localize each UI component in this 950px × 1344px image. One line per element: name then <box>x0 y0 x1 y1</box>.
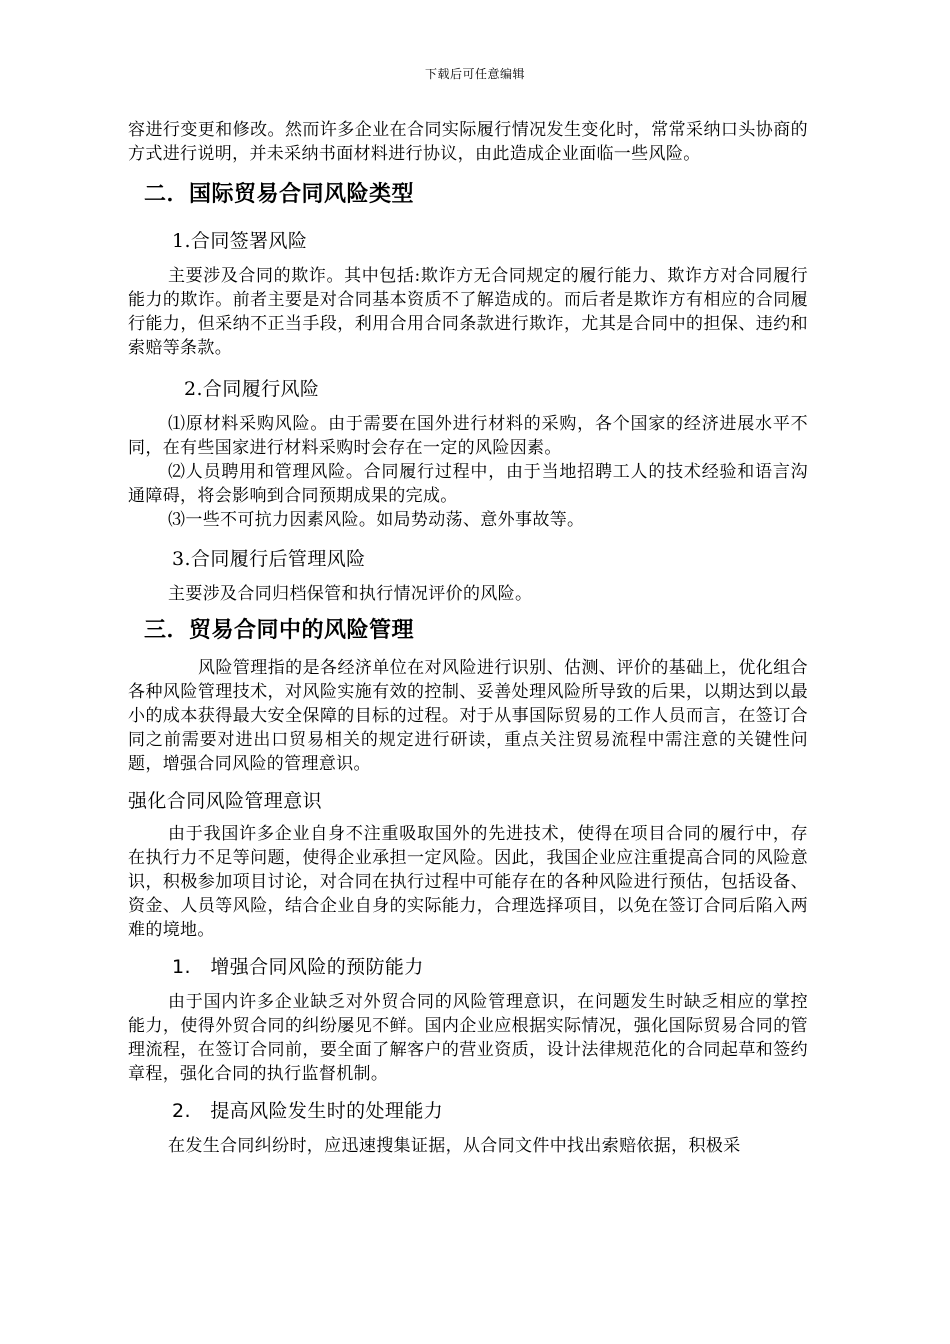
section-2-2-heading: 2.合同履行风险 <box>184 378 320 400</box>
section-2-1-body: 主要涉及合同的欺诈。其中包括:欺诈方无合同规定的履行能力、欺诈方对合同履行能力的欺诈。前者主要是对合同基本资质不了解造成的。而后者是欺诈方有相应的合同履行能力，但采纳不正当手段，利用合用合同条款进行欺诈，尤其是合同中的担保、违约和索赔等条款。 <box>128 266 808 358</box>
section-2-2-item-1: ⑴原材料采购风险。由于需要在国外进行材料的采购，各个国家的经济进展水平不同，在有些国家进行材料采购时会存在一定的风险因素。 <box>128 414 808 458</box>
document-body <box>128 118 808 1158</box>
section-2-2-item-3: ⑶一些不可抗力因素风险。如局势动荡、意外事故等。 <box>168 510 585 530</box>
section-3-prevention-heading: 1. 增强合同风险的预防能力 <box>172 956 424 978</box>
intro-paragraph: 容进行变更和修改。然而许多企业在合同实际履行情况发生变化时，常常采纳口头协商的方式进行说明，并未采纳书面材料进行协议，由此造成企业面临一些风险。 <box>128 120 808 164</box>
section-2-1-heading: 1.合同签署风险 <box>172 230 308 252</box>
section-3-prevention-body: 由于国内许多企业缺乏对外贸合同的风险管理意识，在问题发生时缺乏相应的掌控能力，使得外贸合同的纠纷屡见不鲜。国内企业应根据实际情况，强化国际贸易合同的管理流程，在签订合同前，要全面了解客户的营业资质，设计法律规范化的合同起草和签约章程，强化合同的执行监督机制。 <box>128 992 808 1084</box>
section-2-heading: 二．国际贸易合同风险类型 <box>144 182 415 207</box>
section-3-handling-body: 在发生合同纠纷时，应迅速搜集证据，从合同文件中找出索赔依据，积极采 <box>168 1136 741 1156</box>
section-3-awareness-heading: 强化合同风险管理意识 <box>128 790 323 812</box>
section-2-3-heading: 3.合同履行后管理风险 <box>172 548 366 570</box>
page-header-note: 下载后可任意编辑 <box>424 67 525 81</box>
section-3-intro: 风险管理指的是各经济单位在对风险进行识别、估测、评价的基础上，优化组合各种风险管理技术，对风险实施有效的控制、妥善处理风险所导致的后果，以期达到以最小的成本获得最大安全保障的目标的过程。对于从事国际贸易的工作人员而言，在签订合同之前需要对进出口贸易相关的规定进行研读，重点关注贸易流程中需注意的关键性问题，增强合同风险的管理意识。 <box>128 658 808 774</box>
section-3-heading: 三．贸易合同中的风险管理 <box>144 618 415 643</box>
section-2-3-body: 主要涉及合同归档保管和执行情况评价的风险。 <box>168 584 533 604</box>
section-2-2-item-2: ⑵人员聘用和管理风险。合同履行过程中，由于当地招聘工人的技术经验和语言沟通障碍，将会影响到合同预期成果的完成。 <box>128 462 808 506</box>
section-3-awareness-body: 由于我国许多企业自身不注重吸取国外的先进技术，使得在项目合同的履行中，存在执行力不足等问题，使得企业承担一定风险。因此，我国企业应注重提高合同的风险意识，积极参加项目讨论，对合同在执行过程中可能存在的各种风险进行预估，包括设备、资金、人员等风险，结合企业自身的实际能力，合理选择项目，以免在签订合同后陷入两难的境地。 <box>128 824 808 940</box>
section-3-handling-heading: 2. 提高风险发生时的处理能力 <box>172 1100 444 1122</box>
